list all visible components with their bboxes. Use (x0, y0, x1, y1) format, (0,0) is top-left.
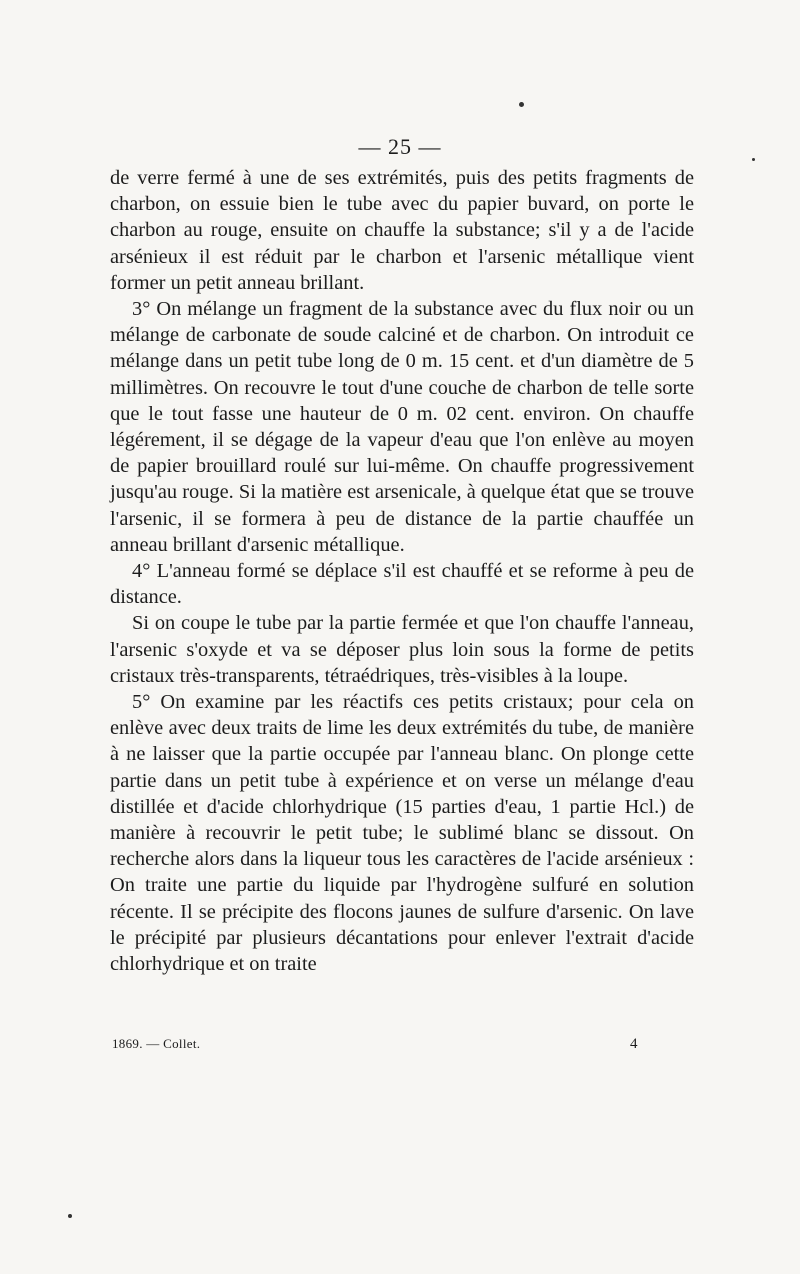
ink-speck (752, 158, 755, 161)
paragraph-step-3: 3° On mélange un fragment de la substance avec du flux noir ou un mélange de carbonate de soude calciné et de charbon. On introduit ce mélange dans un petit tube long de 0 m. 15 cent. et d'un diamètre de 5 millimètres. On recouvre le tout d'une couche de charbon de telle sorte que le tout fasse une hauteur de 0 m. 02 cent. environ. On chauffe légérement, il se dégage de la vapeur d'eau que l'on enlève au moyen de papier brouillard roulé sur lui-même. On chauffe progressivement jusqu'au rouge. Si la matière est arsenicale, à quelque état que se trouve l'arsenic, il se formera à peu de distance de la partie chauffée un anneau brillant d'arsenic métallique. (110, 298, 694, 556)
paragraph-step-5: 5° On examine par les réactifs ces petits cristaux; pour cela on enlève avec deux traits de lime les deux extrémités du tube, de manière à ne laisser que la partie occupée par l'anneau blanc. On plonge cette partie dans un petit tube à expérience et on verse un mélange d'eau distillée et d'acide chlorhydrique (15 parties d'eau, 1 partie Hcl.) de manière à recouvrir le petit tube; le sublimé blanc se dissout. On recherche alors dans la liqueur tous les caractères de l'acide arsénieux : On traite une partie du liquide par l'hydrogène sulfuré en solution récente. Il se précipite des flocons jaunes de sulfure d'arsenic. On lave le précipité par plusieurs décantations pour enlever l'extrait d'acide chlorhydrique et on traite (110, 691, 694, 976)
paragraph-step-4: 4° L'anneau formé se déplace s'il est chauffé et se reforme à peu de distance. (110, 560, 694, 609)
printer-signature: 1869. — Collet. (112, 1036, 201, 1051)
paragraph-continuation: de verre fermé à une de ses extrémités, puis des petits fragments de charbon, on essuie bien le tube avec du papier buvard, on porte le charbon au rouge, ensuite on chauffe la substance; s'il y a de l'acide arsénieux il est réduit par le charbon et l'arsenic métallique vient former un petit anneau brillant. (110, 167, 694, 294)
sheet-number: 4 (630, 1036, 638, 1052)
ink-speck (68, 1214, 72, 1218)
page-number: — 25 — (358, 134, 442, 159)
paragraph-cut-tube: Si on coupe le tube par la partie fermée et que l'on chauffe l'anneau, l'arsenic s'oxyde et va se déposer plus loin sous la forme de petits cristaux très-transparents, tétraédriques, très-visibles à la loupe. (110, 612, 694, 687)
ink-speck (519, 102, 524, 107)
body-text (110, 165, 694, 977)
